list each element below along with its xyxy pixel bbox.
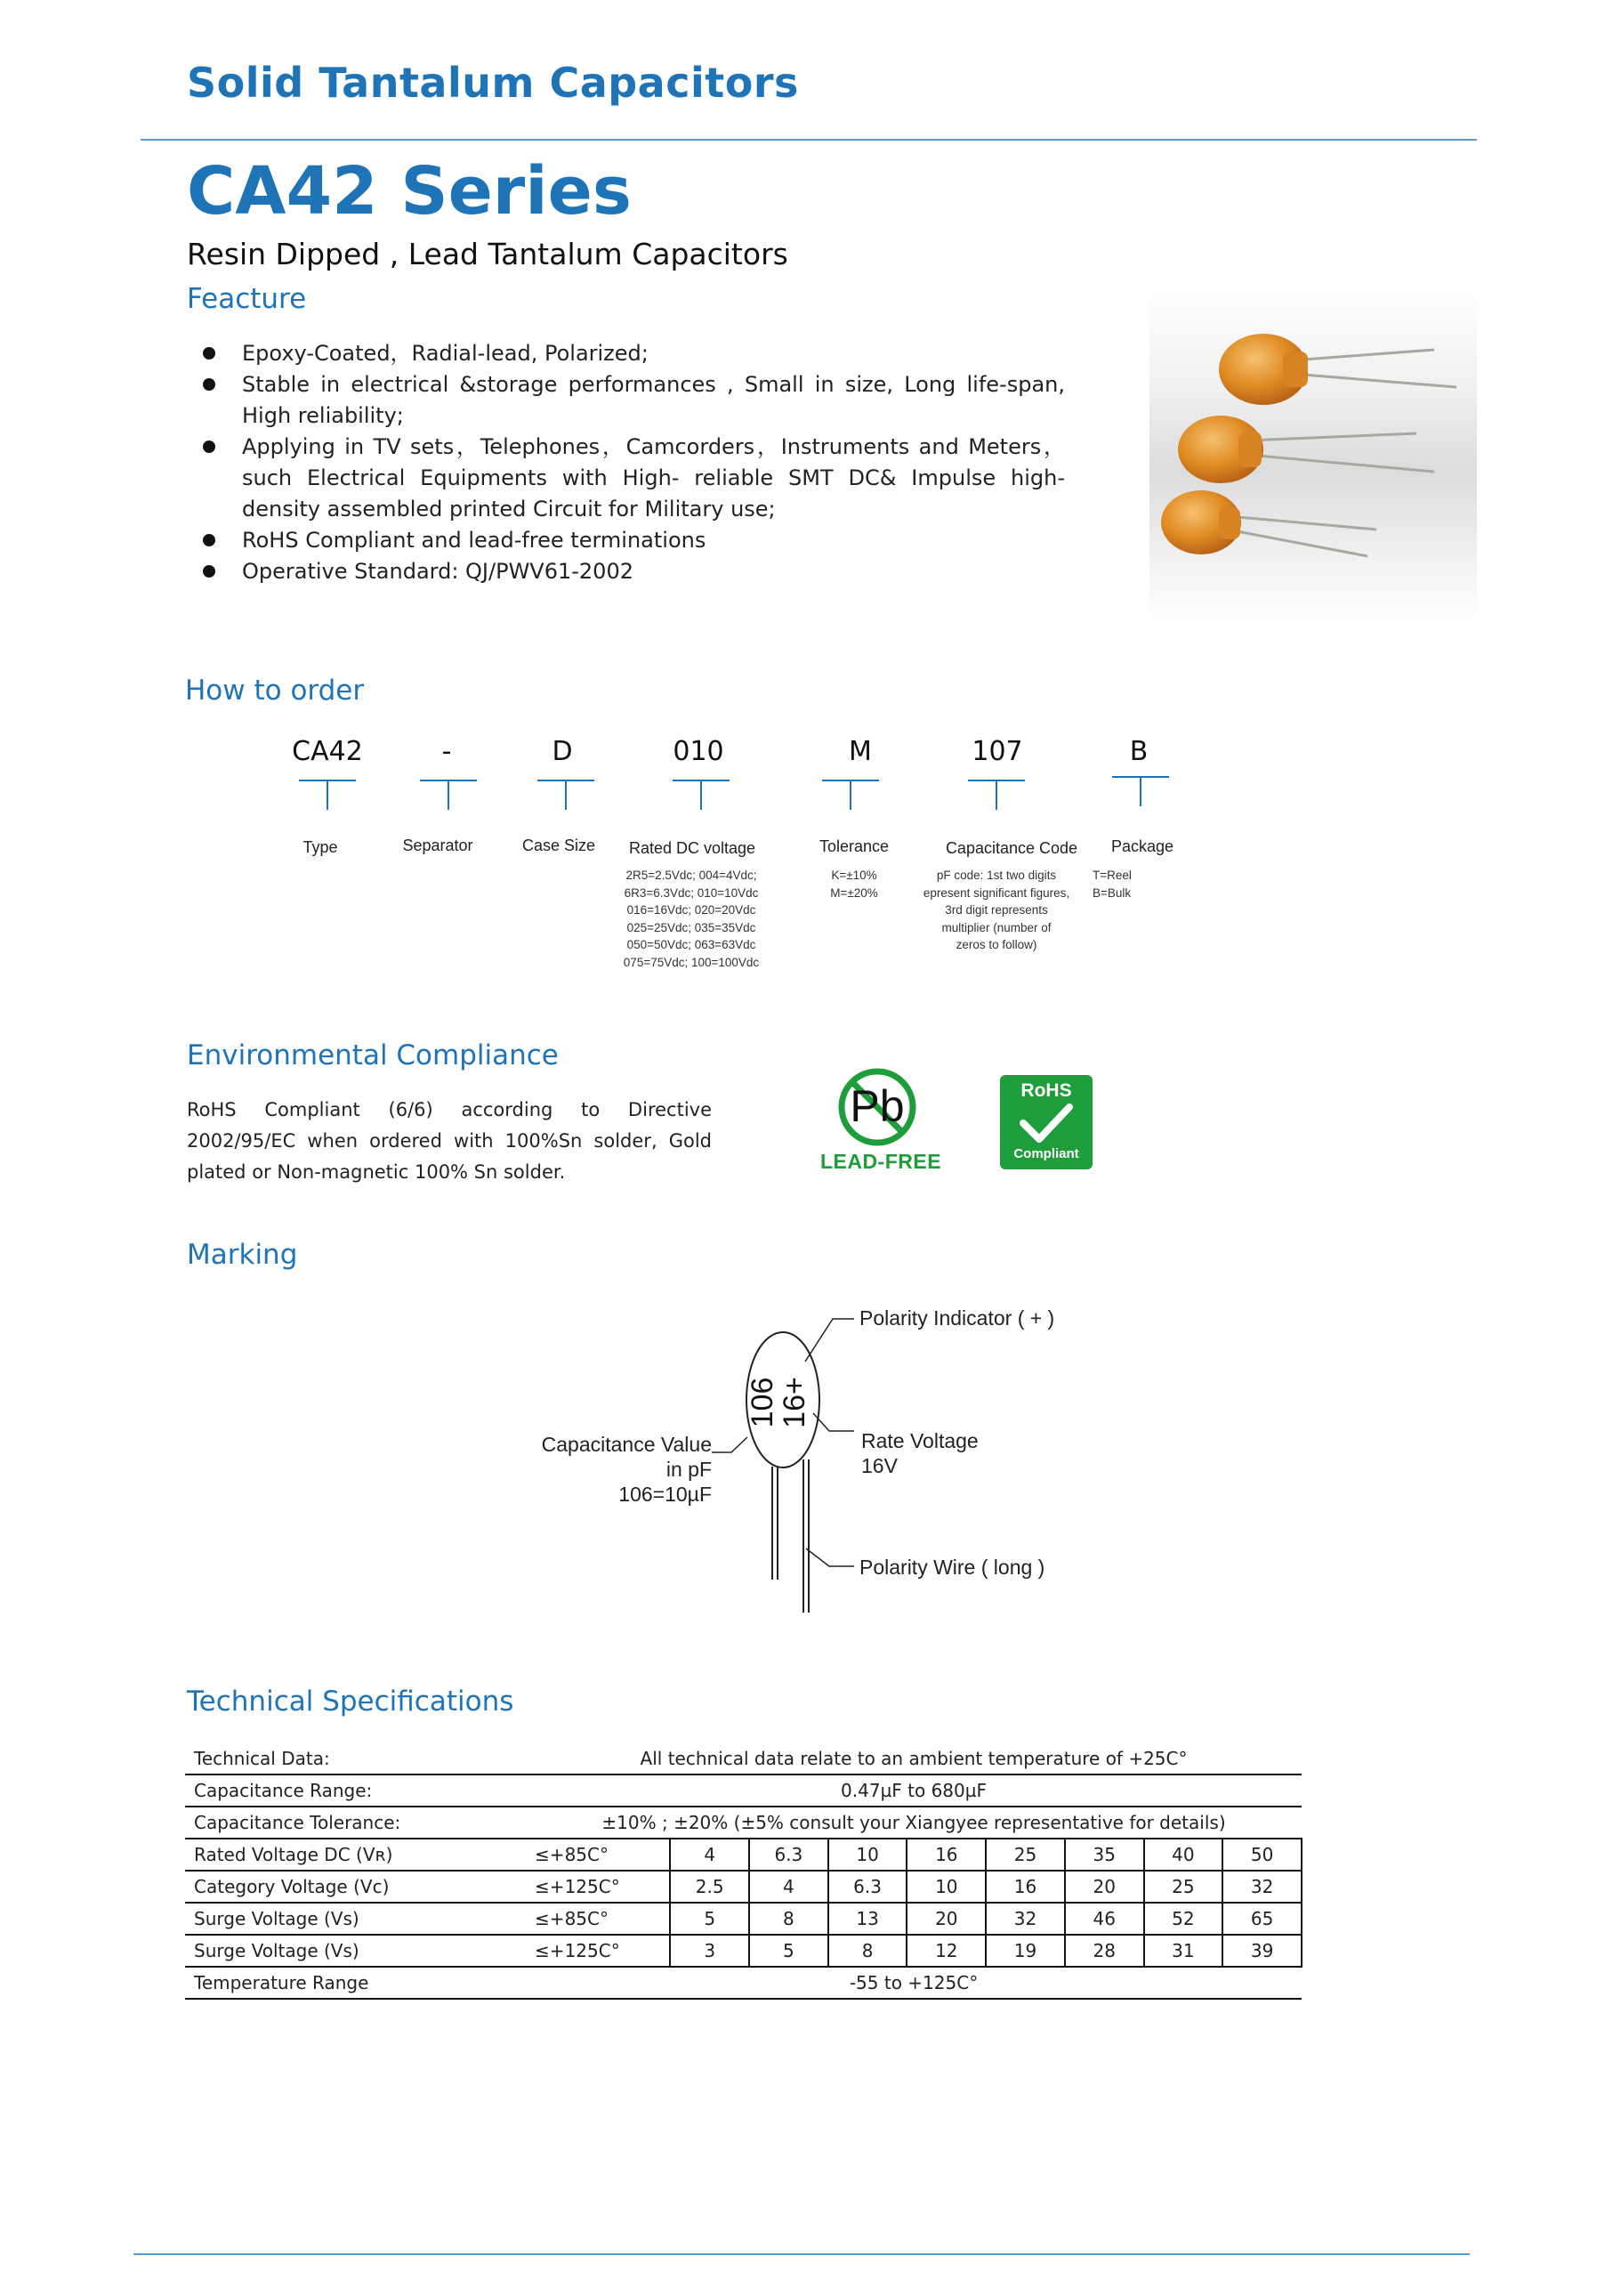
spec-cell: 50: [1222, 1839, 1302, 1871]
order-label-type: Type: [302, 838, 338, 856]
spec-cell: 4: [670, 1839, 749, 1871]
order-label-package: Package: [1110, 837, 1174, 855]
feature-item: Epoxy-Coated，Radial-lead, Polarized;: [198, 338, 1065, 369]
spec-condition: ≤+125C°: [526, 1935, 670, 1967]
product-photo: [1149, 289, 1477, 620]
polarity-indicator-label: Polarity Indicator ( + ): [859, 1306, 1055, 1330]
order-desc-capacitance: pF code: 1st two digits epresent significant figures, 3rd digit represents multiplier (number of zeros to follow): [923, 869, 1070, 951]
spec-cell: 25: [986, 1839, 1065, 1871]
table-row: [185, 1743, 1302, 1775]
spec-cell: 16: [986, 1871, 1065, 1903]
header-title: Solid Tantalum Capacitors: [187, 59, 799, 107]
order-marker: [537, 780, 594, 810]
marking-voltage-text: 16+: [778, 1377, 811, 1428]
spec-cell: 39: [1222, 1935, 1302, 1967]
order-marker: [420, 780, 477, 810]
spec-label: Surge Voltage (Vs): [185, 1903, 526, 1935]
lead-free-badge: [819, 1064, 943, 1180]
order-marker: [1112, 776, 1169, 806]
table-row: [185, 1903, 1302, 1935]
marking-diagram: [498, 1290, 1121, 1629]
feature-item: Operative Standard: QJ/PWV61-2002: [198, 556, 1065, 587]
features-list: [198, 338, 1065, 587]
spec-value: All technical data relate to an ambient temperature of +25C°: [526, 1743, 1302, 1775]
order-desc-package: T=Reel B=Bulk: [1093, 869, 1132, 900]
capacitor-illustration: [1149, 289, 1477, 620]
spec-value: -55 to +125C°: [526, 1967, 1302, 1999]
order-desc-voltage: 2R5=2.5Vdc; 004=4Vdc; 6R3=6.3Vdc; 010=10Vdc 016=16Vdc; 020=20Vdc 025=25Vdc; 035=35Vdc 050=50Vdc; 063=63Vdc 075=75Vdc; 100=100Vdc: [623, 869, 760, 969]
series-title: CA42 Series: [187, 153, 632, 230]
order-code-separator: -: [441, 736, 452, 767]
order-marker: [968, 780, 1025, 810]
table-row: [185, 1935, 1302, 1967]
table-row: [185, 1807, 1302, 1839]
spec-condition: ≤+85C°: [526, 1903, 670, 1935]
rohs-badge-title: RoHS: [1020, 1080, 1072, 1101]
spec-cell: 16: [907, 1839, 986, 1871]
spec-label: Surge Voltage (Vs): [185, 1935, 526, 1967]
order-code-voltage: 010: [673, 736, 724, 767]
environmental-text: RoHS Compliant (6/6) according to Directive 2002/95/EC when ordered with 100%Sn solder, Gold plated or Non-magnetic 100% Sn solder.: [187, 1099, 712, 1183]
capacitor-1: [1219, 334, 1456, 405]
table-row: [185, 1967, 1302, 1999]
spec-cell: 12: [907, 1935, 986, 1967]
spec-cell: 35: [1065, 1839, 1144, 1871]
table-row: [185, 1775, 1302, 1807]
order-code-tolerance: M: [849, 736, 872, 767]
checkmark-icon: [1020, 1104, 1073, 1143]
features-heading: Feacture: [187, 283, 307, 315]
bullet-icon: [203, 534, 215, 546]
spec-cell: 65: [1222, 1903, 1302, 1935]
bullet-icon: [203, 565, 215, 578]
spec-cell: 5: [670, 1903, 749, 1935]
order-code-case: D: [552, 736, 573, 767]
spec-cell: 2.5: [670, 1871, 749, 1903]
spec-cell: 40: [1144, 1839, 1223, 1871]
cap-value-unit: in pF: [665, 1458, 712, 1481]
order-label-separator: Separator: [402, 837, 473, 854]
specs-table: [185, 1743, 1302, 2000]
subtitle: Resin Dipped , Lead Tantalum Capacitors: [187, 237, 788, 271]
spec-condition: ≤+85C°: [526, 1839, 670, 1871]
order-label-tolerance: Tolerance: [819, 837, 890, 855]
spec-cell: 20: [907, 1903, 986, 1935]
rate-voltage-value: 16V: [861, 1454, 898, 1477]
order-code-package: B: [1129, 736, 1149, 767]
spec-cell: 52: [1144, 1903, 1223, 1935]
spec-cell: 31: [1144, 1935, 1223, 1967]
order-label-capacitance: Capacitance Code: [945, 839, 1078, 857]
order-code-capacitance: 107: [972, 736, 1023, 767]
spec-label: Capacitance Tolerance:: [185, 1807, 526, 1839]
spec-cell: 32: [1222, 1871, 1302, 1903]
order-marker: [822, 780, 879, 810]
spec-cell: 25: [1144, 1871, 1223, 1903]
capacitor-2: [1178, 416, 1434, 483]
capacitor-3: [1161, 490, 1376, 556]
spec-cell: 6.3: [828, 1871, 907, 1903]
spec-label: Temperature Range: [185, 1967, 526, 1999]
spec-cell: 28: [1065, 1935, 1144, 1967]
feature-item: Applying in TV sets，Telephones，Camcorders，Instruments and Meters，such Electrical Equipments with High- reliable SMT DC& Impulse high-density assembled printed Circuit for Military use;: [198, 432, 1065, 525]
feature-item: RoHS Compliant and lead-free terminations: [198, 525, 1065, 556]
order-marker: [299, 780, 356, 810]
spec-cell: 46: [1065, 1903, 1144, 1935]
footer-rule: [133, 2253, 1470, 2255]
order-desc-tolerance: K=±10% M=±20%: [830, 869, 878, 900]
spec-cell: 19: [986, 1935, 1065, 1967]
marking-heading: Marking: [187, 1239, 298, 1271]
spec-condition: ≤+125C°: [526, 1871, 670, 1903]
spec-cell: 5: [749, 1935, 828, 1967]
spec-cell: 10: [907, 1871, 986, 1903]
rohs-badge-subtitle: Compliant: [1013, 1146, 1079, 1161]
no-lead-icon: [819, 1064, 943, 1153]
table-row: [185, 1871, 1302, 1903]
order-label-voltage: Rated DC voltage: [628, 839, 756, 857]
spec-cell: 6.3: [749, 1839, 828, 1871]
bullet-icon: [203, 441, 215, 453]
header-rule: [141, 139, 1477, 141]
bullet-icon: [203, 378, 215, 391]
marking-value-text: 106: [746, 1377, 779, 1428]
lead-symbol: Pb: [850, 1081, 905, 1131]
bullet-icon: [203, 347, 215, 360]
spec-value: 0.47µF to 680µF: [526, 1775, 1302, 1807]
order-code-type: CA42: [292, 736, 363, 767]
cap-value-example: 106=10µF: [618, 1483, 712, 1506]
cap-value-label: Capacitance Value: [541, 1433, 712, 1456]
spec-cell: 10: [828, 1839, 907, 1871]
order-label-case: Case Size: [521, 837, 596, 854]
spec-cell: 3: [670, 1935, 749, 1967]
specs-heading: Technical Specifications: [187, 1686, 514, 1718]
spec-cell: 20: [1065, 1871, 1144, 1903]
spec-cell: 8: [828, 1935, 907, 1967]
spec-cell: 4: [749, 1871, 828, 1903]
table-row: [185, 1839, 1302, 1871]
how-to-order-heading: How to order: [185, 675, 365, 707]
polarity-wire-label: Polarity Wire ( long ): [859, 1556, 1045, 1579]
lead-free-label: LEAD-FREE: [819, 1150, 942, 1173]
spec-label: Rated Voltage DC (Vʀ): [185, 1839, 526, 1871]
spec-cell: 8: [749, 1903, 828, 1935]
order-marker: [673, 780, 730, 810]
spec-label: Technical Data:: [185, 1743, 526, 1775]
spec-value: ±10% ; ±20% (±5% consult your Xiangyee representative for details): [526, 1807, 1302, 1839]
feature-item: Stable in electrical &storage performances , Small in size, Long life-span, High reliability;: [198, 369, 1065, 432]
rohs-badge: [1000, 1075, 1093, 1169]
spec-cell: 13: [828, 1903, 907, 1935]
environmental-heading: Environmental Compliance: [187, 1039, 559, 1071]
spec-cell: 32: [986, 1903, 1065, 1935]
rate-voltage-label: Rate Voltage: [861, 1429, 979, 1452]
spec-label: Category Voltage (Vᴄ): [185, 1871, 526, 1903]
spec-label: Capacitance Range:: [185, 1775, 526, 1807]
